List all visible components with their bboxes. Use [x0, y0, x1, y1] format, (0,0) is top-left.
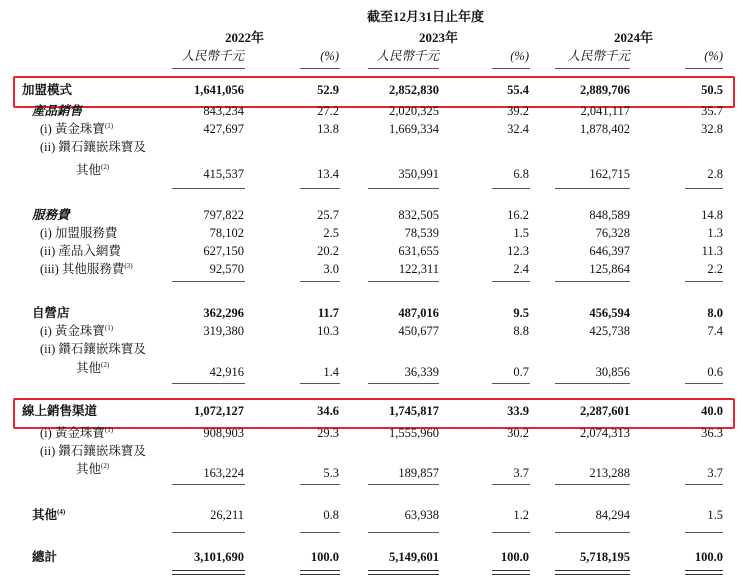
cell-2022-amount: 163,224 — [203, 466, 244, 480]
row-label: 其他$^{(4)}$ — [32, 508, 66, 522]
cell-2024-pct: 1.5 — [707, 508, 723, 522]
subtotal-rule — [685, 484, 723, 485]
subtotal-rule — [300, 532, 340, 533]
row-label: (ii) 鑽石鑲嵌珠寶及 — [40, 444, 146, 458]
cell-2024-amount: 2,041,117 — [580, 104, 630, 118]
cell-2023-pct: 0.7 — [513, 365, 529, 379]
cell-2024-amount: 213,288 — [589, 466, 630, 480]
subtotal-rule — [492, 383, 530, 384]
cell-2022-pct: 13.8 — [317, 122, 339, 136]
cell-2023-pct: 1.5 — [513, 226, 529, 240]
cell-2023-amount: 450,677 — [398, 324, 439, 338]
subtotal-rule — [492, 281, 530, 282]
cell-2024-pct: 40.0 — [701, 404, 723, 418]
year-2024-heading: 2024年 — [614, 30, 654, 45]
cell-2023-pct: 1.2 — [513, 508, 529, 522]
cell-2024-pct: 14.8 — [701, 208, 723, 222]
cell-2023-pct: 39.2 — [507, 104, 529, 118]
subtotal-rule — [368, 484, 439, 485]
cell-2024-pct: 32.8 — [701, 122, 723, 136]
subtotal-rule — [555, 281, 630, 282]
cell-2022-pct: 34.6 — [317, 404, 339, 418]
cell-2022-pct: 2.5 — [323, 226, 339, 240]
unit-2024-pct: (%) — [704, 49, 723, 63]
cell-2024-pct: 8.0 — [707, 306, 723, 320]
cell-2023-amount: 1,555,960 — [389, 426, 439, 440]
cell-2024-amount: 2,889,706 — [580, 83, 630, 97]
cell-2023-amount: 78,539 — [404, 226, 439, 240]
cell-2024-pct: 100.0 — [694, 550, 723, 564]
cell-2024-amount: 425,738 — [589, 324, 630, 338]
subtotal-rule — [368, 532, 439, 533]
cell-2022-amount: 92,570 — [209, 262, 244, 276]
period-heading: 截至12月31日止年度 — [367, 9, 485, 24]
cell-2023-pct: 16.2 — [507, 208, 529, 222]
cell-2022-amount: 1,072,127 — [194, 404, 244, 418]
total-double-rule — [172, 570, 245, 575]
header-rule — [300, 68, 340, 69]
subtotal-rule — [492, 188, 530, 189]
header-rule — [555, 68, 630, 69]
unit-2023-amount: 人民幣千元 — [376, 49, 439, 63]
cell-2022-amount: 319,380 — [203, 324, 244, 338]
cell-2023-amount: 122,311 — [398, 262, 439, 276]
row-label: (ii) 產品入網費 — [40, 244, 121, 258]
subtotal-rule — [685, 383, 723, 384]
cell-2022-amount: 78,102 — [209, 226, 244, 240]
cell-2023-amount: 1,669,334 — [389, 122, 439, 136]
cell-2024-pct: 11.3 — [701, 244, 723, 258]
year-2023-heading: 2023年 — [419, 30, 459, 45]
cell-2023-pct: 12.3 — [507, 244, 529, 258]
cell-2022-amount: 427,697 — [203, 122, 244, 136]
subtotal-rule — [172, 383, 245, 384]
cell-2022-amount: 362,296 — [203, 306, 244, 320]
cell-2023-amount: 1,745,817 — [389, 404, 439, 418]
cell-2023-amount: 2,852,830 — [389, 83, 439, 97]
row-label: (i) 黃金珠寶$^{(1)}$ — [40, 426, 114, 440]
subtotal-rule — [300, 188, 340, 189]
subtotal-rule — [685, 532, 723, 533]
subtotal-rule — [368, 188, 439, 189]
subtotal-rule — [368, 281, 439, 282]
cell-2022-pct: 25.7 — [317, 208, 339, 222]
cell-2024-amount: 646,397 — [589, 244, 630, 258]
cell-2024-pct: 7.4 — [707, 324, 723, 338]
cell-2023-pct: 9.5 — [513, 306, 529, 320]
header-rule — [685, 68, 723, 69]
total-double-rule — [685, 570, 723, 575]
subtotal-rule — [172, 281, 245, 282]
subtotal-rule — [368, 383, 439, 384]
cell-2023-pct: 33.9 — [507, 404, 529, 418]
cell-2023-pct: 32.4 — [507, 122, 529, 136]
subtotal-rule — [300, 383, 340, 384]
cell-2024-amount: 2,287,601 — [580, 404, 630, 418]
year-2022-heading: 2022年 — [225, 30, 265, 45]
row-label: (ii) 鑽石鑲嵌珠寶及 — [40, 140, 146, 154]
cell-2022-pct: 5.3 — [323, 466, 339, 480]
total-double-rule — [555, 570, 630, 575]
cell-2022-pct: 52.9 — [317, 83, 339, 97]
cell-2022-pct: 11.7 — [317, 306, 339, 320]
row-label-cont: 其他$^{(2)}$ — [76, 361, 110, 375]
header-rule — [172, 68, 245, 69]
cell-2023-amount: 350,991 — [398, 167, 439, 181]
row-label: 總計 — [32, 550, 58, 564]
cell-2024-amount: 125,864 — [589, 262, 630, 276]
cell-2023-pct: 100.0 — [500, 550, 529, 564]
header-rule — [492, 68, 530, 69]
total-double-rule — [368, 570, 439, 575]
cell-2024-pct: 50.5 — [701, 83, 723, 97]
cell-2024-amount: 848,589 — [589, 208, 630, 222]
row-label: (i) 加盟服務費 — [40, 226, 118, 240]
cell-2023-pct: 3.7 — [513, 466, 529, 480]
row-label: 線上銷售渠道 — [22, 404, 98, 418]
subtotal-rule — [172, 484, 245, 485]
cell-2024-amount: 162,715 — [589, 167, 630, 181]
cell-2023-amount: 63,938 — [404, 508, 439, 522]
subtotal-rule — [492, 532, 530, 533]
cell-2023-amount: 832,505 — [398, 208, 439, 222]
cell-2024-pct: 1.3 — [707, 226, 723, 240]
cell-2024-amount: 2,074,313 — [580, 426, 630, 440]
cell-2024-pct: 2.2 — [707, 262, 723, 276]
total-double-rule — [492, 570, 530, 575]
cell-2023-amount: 36,339 — [404, 365, 439, 379]
row-label: 產品銷售 — [32, 104, 83, 118]
cell-2024-amount: 5,718,195 — [580, 550, 630, 564]
total-double-rule — [300, 570, 340, 575]
cell-2022-amount: 415,537 — [203, 167, 244, 181]
row-label: (i) 黃金珠寶$^{(1)}$ — [40, 122, 114, 136]
cell-2024-amount: 1,878,402 — [580, 122, 630, 136]
cell-2022-amount: 42,916 — [209, 365, 244, 379]
subtotal-rule — [172, 188, 245, 189]
unit-2022-pct: (%) — [320, 49, 339, 63]
cell-2023-amount: 631,655 — [398, 244, 439, 258]
row-label-cont: 其他$^{(2)}$ — [76, 163, 110, 177]
cell-2023-pct: 55.4 — [507, 83, 529, 97]
cell-2023-pct: 30.2 — [507, 426, 529, 440]
row-label: 加盟模式 — [22, 83, 73, 97]
subtotal-rule — [685, 188, 723, 189]
cell-2022-amount: 843,234 — [203, 104, 244, 118]
cell-2024-pct: 3.7 — [707, 466, 723, 480]
cell-2024-pct: 36.3 — [701, 426, 723, 440]
cell-2022-pct: 20.2 — [317, 244, 339, 258]
cell-2022-amount: 1,641,056 — [194, 83, 244, 97]
cell-2022-pct: 3.0 — [323, 262, 339, 276]
cell-2024-amount: 76,328 — [595, 226, 630, 240]
cell-2023-pct: 8.8 — [513, 324, 529, 338]
row-label: (i) 黃金珠寶$^{(1)}$ — [40, 324, 114, 338]
subtotal-rule — [172, 532, 245, 533]
cell-2022-pct: 13.4 — [317, 167, 339, 181]
row-label: 服務費 — [32, 208, 70, 222]
cell-2024-amount: 456,594 — [589, 306, 630, 320]
cell-2024-amount: 30,856 — [595, 365, 630, 379]
subtotal-rule — [300, 484, 340, 485]
unit-2023-pct: (%) — [510, 49, 529, 63]
subtotal-rule — [555, 188, 630, 189]
cell-2023-amount: 5,149,601 — [389, 550, 439, 564]
cell-2022-amount: 627,150 — [203, 244, 244, 258]
cell-2023-amount: 2,020,325 — [389, 104, 439, 118]
cell-2023-amount: 487,016 — [398, 306, 439, 320]
cell-2022-amount: 26,211 — [210, 508, 244, 522]
cell-2024-pct: 35.7 — [701, 104, 723, 118]
subtotal-rule — [492, 484, 530, 485]
subtotal-rule — [300, 281, 340, 282]
subtotal-rule — [555, 484, 630, 485]
cell-2022-amount: 908,903 — [203, 426, 244, 440]
cell-2023-pct: 2.4 — [513, 262, 529, 276]
cell-2022-pct: 29.3 — [317, 426, 339, 440]
row-label-cont: 其他$^{(2)}$ — [76, 462, 110, 476]
cell-2023-amount: 189,857 — [398, 466, 439, 480]
cell-2022-amount: 797,822 — [203, 208, 244, 222]
unit-2024-amount: 人民幣千元 — [567, 49, 630, 63]
cell-2022-pct: 100.0 — [310, 550, 339, 564]
row-label: (ii) 鑽石鑲嵌珠寶及 — [40, 342, 146, 356]
subtotal-rule — [685, 281, 723, 282]
cell-2022-pct: 1.4 — [323, 365, 339, 379]
cell-2022-pct: 0.8 — [323, 508, 339, 522]
row-label: 自營店 — [32, 306, 70, 320]
cell-2024-amount: 84,294 — [595, 508, 630, 522]
cell-2022-pct: 27.2 — [317, 104, 339, 118]
cell-2022-amount: 3,101,690 — [194, 550, 244, 564]
cell-2022-pct: 10.3 — [317, 324, 339, 338]
unit-2022-amount: 人民幣千元 — [181, 49, 244, 63]
cell-2024-pct: 0.6 — [707, 365, 723, 379]
cell-2024-pct: 2.8 — [707, 167, 723, 181]
row-label: (iii) 其他服務費$^{(3)}$ — [40, 262, 133, 276]
subtotal-rule — [555, 383, 630, 384]
subtotal-rule — [555, 532, 630, 533]
header-rule — [368, 68, 439, 69]
cell-2023-pct: 6.8 — [513, 167, 529, 181]
